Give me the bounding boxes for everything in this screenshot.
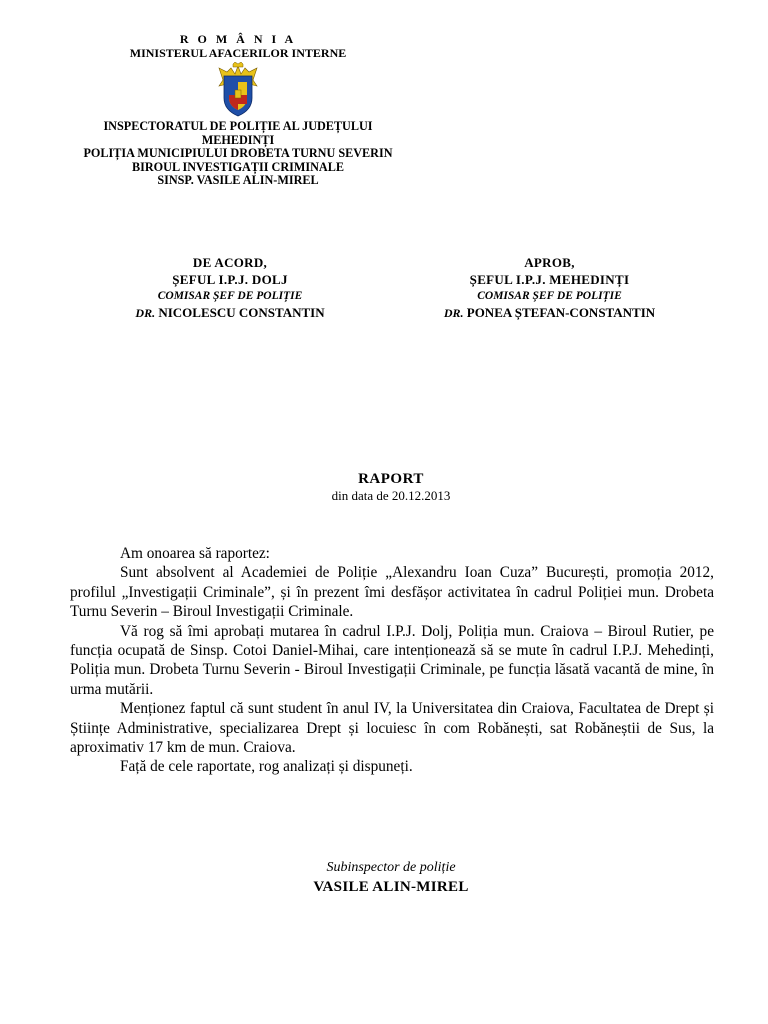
body-paragraph: Sunt absolvent al Academiei de Poliție „Alexandru Ioan Cuza” București, promoția 2012, profilul „Investigații Criminale”, și în prezent îmi desfășor activitatea în cadrul Poliției mun. Drobeta Turnu Severin – Biroul Investigații Criminale. [70,564,714,621]
report-date: din data de 20.12.2013 [331,488,451,503]
signature-block [0,859,768,897]
inspectorate-line-1: INSPECTORATUL DE POLIȚIE AL JUDEȚULUI [103,119,373,133]
author-line: SINSP. VASILE ALIN-MIREL [157,173,319,188]
approval-signatory [412,305,687,322]
country-name: R O M Â N I A [179,32,297,46]
body-paragraph: Față de cele raportate, rog analizați și dispuneți. [120,758,413,776]
signature-role: Subinspector de poliție [326,860,456,875]
approval-role: ȘEFUL I.P.J. DOLJ [172,271,288,287]
approval-signatory [100,305,360,322]
police-unit: POLIȚIA MUNICIPIULUI DROBETA TURNU SEVERIN [83,146,393,161]
report-body [70,544,714,777]
report-title: RAPORT [358,471,424,487]
approval-block-right [412,255,687,321]
approval-rank: COMISAR ȘEF DE POLIȚIE [157,290,303,302]
signatory-name: PONEA ȘTEFAN-CONSTANTIN [466,304,656,320]
bureau-name: BIROUL INVESTIGAȚII CRIMINALE [132,159,344,174]
inspectorate-line-2: MEHEDINȚI [201,132,275,147]
signature-name: VASILE ALIN-MIREL [313,879,469,895]
coat-of-arms-icon [213,62,263,118]
body-paragraph: Vă rog să îmi aprobați mutarea în cadrul I.P.J. Dolj, Poliția mun. Craiova – Biroul Rutier, pe funcția ocupată de Sinsp. Cotoi Daniel-Mihai, care intenționează să se mute în cadrul I.P.J. Mehedinți, Poliția mun. Drobeta Turnu Severin - Biroul Investigații Criminale, pe funcția lăsată vacantă de mine, în urma mutării. [70,622,714,698]
signatory-name: NICOLESCU CONSTANTIN [158,304,325,320]
title-prefix: DR. [443,305,464,320]
approval-heading: DE ACORD, [192,255,268,270]
approval-rank: COMISAR ȘEF DE POLIȚIE [477,290,622,302]
title-prefix: DR. [135,305,156,320]
approval-role: ȘEFUL I.P.J. MEHEDINȚI [469,271,630,287]
body-paragraph: Am onoarea să raportez: [120,545,270,562]
ministry-name: MINISTERUL AFACERILOR INTERNE [129,46,347,60]
body-paragraph: Menționez faptul că sunt student în anul IV, la Universitatea din Craiova, Facultatea de Drept și Științe Administrative, specializarea Drept și locuiesc în com Robănești, sat Robăneștii de Sus, la aproximativ 17 km de mun. Craiova. [70,700,714,757]
approval-heading: APROB, [524,255,575,270]
approval-block-left [100,255,360,321]
document-header [0,32,476,188]
report-title-block [0,470,768,504]
